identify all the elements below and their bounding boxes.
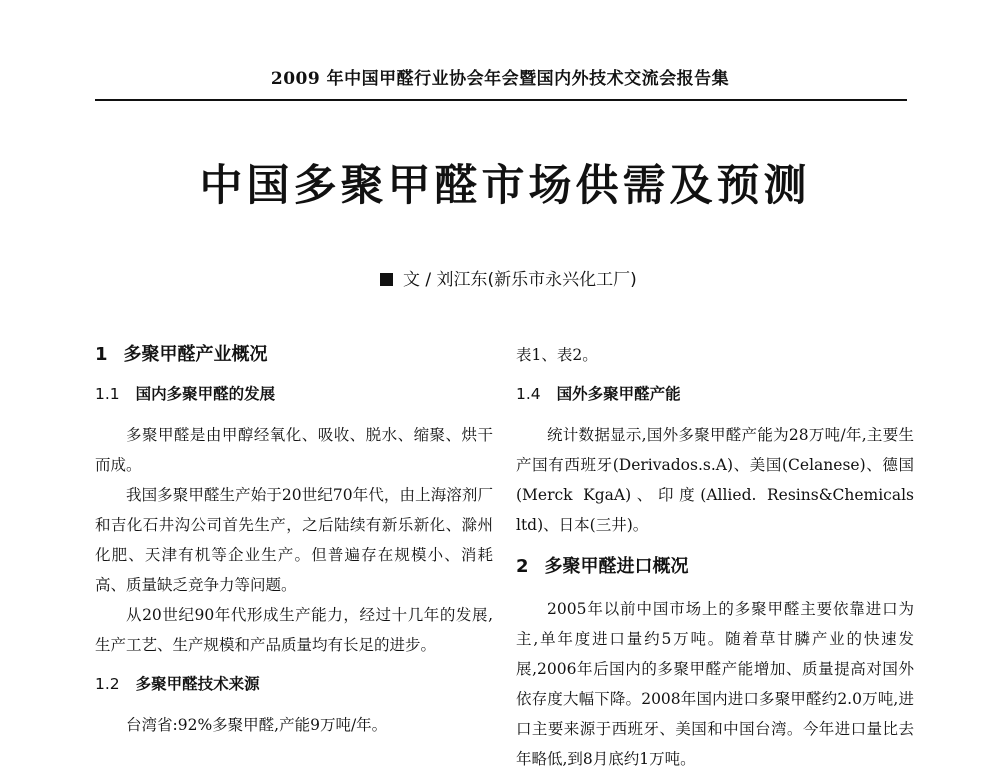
section-title: 国外多聚甲醛产能 [556,385,681,403]
section-2-heading [516,554,914,580]
section-title: 多聚甲醛技术来源 [135,675,260,693]
paragraph: 从20世纪90年代形成生产能力，经过十几年的发展,生产工艺、生产规模和产品质量均有长足的进步。 [95,606,493,654]
section-1-2-heading [95,672,493,696]
section-1-4-heading [516,382,914,406]
section-title: 多聚甲醛进口概况 [544,556,689,577]
section-number: 1.4 [516,385,541,403]
square-bullet-icon [380,273,393,286]
section-number: 2 [516,556,529,577]
paragraph: 我国多聚甲醛生产始于20世纪70年代，由上海溶剂厂和吉化石井沟公司首先生产，之后陆续有新乐新化、滁州化肥、天津有机等企业生产。但普遍存在规模小、消耗高、质量缺乏竞争力等问题。 [95,486,493,594]
section-title: 多聚甲醛产业概况 [123,344,268,365]
running-header: 2009 年中国甲醛行业协会年会暨国内外技术交流会报告集 [270,69,730,89]
paragraph: 表1、表2。 [516,346,598,364]
paragraph: 多聚甲醛是由甲醇经氧化、吸收、脱水、缩聚、烘干而成。 [95,426,493,474]
header-rule [95,99,907,101]
section-1-heading [95,342,493,368]
left-column [95,340,493,740]
right-column [516,340,914,774]
byline [380,265,637,290]
section-number: 1 [95,344,108,365]
section-title: 国内多聚甲醛的发展 [135,385,276,403]
section-number: 1.2 [95,675,120,693]
paragraph: 2005年以前中国市场上的多聚甲醛主要依靠进口为主,单年度进口量约5万吨。随着草甘膦产业的快速发展,2006年后国内的多聚甲醛产能增加、质量提高对国外依存度大幅下降。2008年国内进口多聚甲醛约2.0万吨,进口主要来源于西班牙、美国和中国台湾。今年进口量比去年略低,到8月底约1万吨。 [516,600,914,768]
paragraph: 台湾省:92%多聚甲醛,产能9万吨/年。 [126,716,388,734]
article-title: 中国多聚甲醛市场供需及预测 [199,161,811,211]
section-1-1-heading [95,382,493,406]
byline-text: 文 / 刘江东(新乐市永兴化工厂) [403,270,637,290]
paragraph: 统计数据显示,国外多聚甲醛产能为28万吨/年,主要生产国有西班牙(Derivados.s.A)、美国(Celanese)、德国(Merck KgaA)、印度(Allied. Resins&Chemicals ltd)、日本(三井)。 [516,426,914,534]
section-number: 1.1 [95,385,120,403]
